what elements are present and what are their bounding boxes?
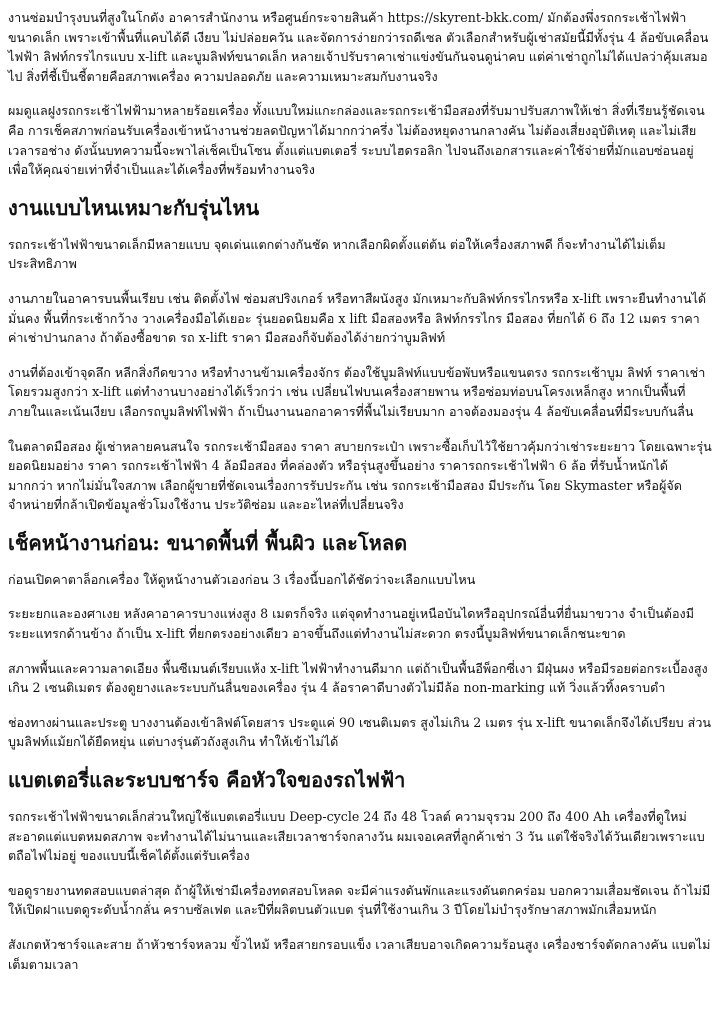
experience-paragraph: ผมดูแลฝูงรถกระเช้าไฟฟ้ามาหลายร้อยเครื่อง ทั้งแบบใหม่แกะกล่องและรถกระเช้ามือสองที่รับมาปรับสภาพให้เช่า สิ่งที่เรียนรู้ชัดเจนคือ การเช็คสภาพก่อนรับเครื่องเข้าหน้างานช่วยลดปัญหาได้มากกว่าครึ่ง ไม่ต้องหยุดงานกลางคัน ไม่ต้องเสี่ยงอุบัติเหตุ และไม่เสียเวลารอช่าง ดังนั้นบทความนี้จะพาไล่เช็คเป็นโซน ตั้งแต่แบตเตอรี่ ระบบไฮดรอลิก ไปจนถึงเอกสารและค่าใช้จ่ายที่มักแอบซ่อนอยู่ เพื่อให้คุณจ่ายเท่าที่จำเป็นและได้เครื่องที่พร้อมทำงานจริง (8, 103, 705, 178)
door-access-paragraph: ช่องทางผ่านและประตู บางงานต้องเข้าลิฟต์โดยสาร ประตูแค่ 90 เซนติเมตร สูงไม่เกิน 2 เมตร รุ่น x-lift ขนาดเล็กจึงได้เปรียบ ส่วนบูมลิฟท์แม้ยกได้ยืดหยุ่น แต่บางรุ่นตัวถังสูงเกิน ทำให้เข้าไม่ได้ (8, 714, 712, 750)
battery-intro-paragraph: รถกระเช้าไฟฟ้าขนาดเล็กส่วนใหญ่ใช้แบตเตอรี่แบบ Deep-cycle 24 ถึง 48 โวลต์ ความจุรวม 200 ถึง 400 Ah เครื่องที่ดูใหม่สะอาดแต่แบตหมดสภาพ จะทำงานได้ไม่นานและเสียเวลาชาร์จกลางวัน ผมเจอเคสที่ลูกค้าเช่า 3 วัน แต่ใช้จริงได้วันเดียวเพราะแบตถือไฟไม่อยู่ ของแบบนี้เช็คได้ตั้งแต่รับเครื่อง (8, 809, 705, 864)
floor-surface-paragraph: สภาพพื้นและความลาดเอียง พื้นซีเมนต์เรียบแห้ง x-lift ไฟฟ้าทำงานดีมาก แต่ถ้าเป็นพื้นอีพ็อกซี่เงา มีฝุ่นผง หรือมีรอยต่อกระเบื้องสูงเกิน 2 เซนติเมตร ต้องดูยางและระบบกันลื่นของเครื่อง รุ่น 4 ล้อราคาดีบางตัวไม่มีล้อ non-marking แท้ วิ่งแล้วทิ้งคราบดำ (8, 660, 708, 696)
model-types-paragraph: รถกระเช้าไฟฟ้าขนาดเล็กมีหลายแบบ จุดเด่นแตกต่างกันชัด หากเลือกผิดตั้งแต่ต้น ต่อให้เครื่องสภาพดี ก็จะทำงานได้ไม่เต็มประสิทธิภาพ (8, 236, 666, 272)
boom-lift-paragraph: งานที่ต้องเข้าจุดลึก หลีกสิ่งกีดขวาง หรือทำงานข้ามเครื่องจักร ต้องใช้บูมลิฟท์แบบข้อพับหรือแขนตรง รถกระเช้าบูม ลิฟท์ ราคาเช่าโดยรวมสูงกว่า x-lift แต่ทำงานบางอย่างได้เร็วกว่า เช่น เปลี่ยนไฟบนเครื่องสายพาน หรือซ่อมท่อบนโครงเหล็กสูง หากเป็นพื้นที่ภายในและเน้นเงียบ เลือกรถบูมลิฟท์ไฟฟ้า ถ้าเป็นงานนอกอาคารที่พื้นไม่เรียบมาก อาจต้องมองรุ่น 4 ล้อขับเคลื่อนที่มีระบบกันลื่น (8, 364, 706, 419)
heading-site-check: เช็คหน้างานก่อน: ขนาดพื้นที่ พื้นผิว และโหลด (8, 530, 408, 555)
site-check-intro-paragraph: ก่อนเปิดคาตาล็อกเครื่อง ให้ดูหน้างานตัวเองก่อน 3 เรื่องนี้บอกได้ชัดว่าจะเลือกแบบไหน (8, 571, 476, 587)
used-market-paragraph: ในตลาดมือสอง ผู้เช่าหลายคนสนใจ รถกระเช้ามือสอง ราคา สบายกระเป๋า เพราะซื้อเก็บไว้ใช้ยาวคุ้มกว่าเช่าระยะยาว โดยเฉพาะรุ่นยอดนิยมอย่าง ราคา รถกระเช้าไฟฟ้า 4 ล้อมือสอง ที่คล่องตัว หรือรุ่นสูงขึ้นอย่าง ราคารถกระเช้าไฟฟ้า 6 ล้อ ที่รับน้ำหนักได้มากกว่า หากไม่มั่นใจสภาพ เลือกผู้ขายที่ชัดเจนเรื่องการรับประกัน เช่น รถกระเช้ามือสอง มีประกัน โดย Skymaster หรือผู้จัดจำหน่ายที่กล้าเปิดข้อมูลชั่วโมงใช้งาน ประวัติซ่อม และอะไหล่ที่เปลี่ยนจริง (8, 438, 712, 513)
heading-model-fit: งานแบบไหนเหมาะกับรุ่นไหน (8, 195, 260, 220)
intro-paragraph: งานซ่อมบำรุงบนที่สูงในโกดัง อาคารสำนักงาน หรือศูนย์กระจายสินค้า https://skyrent-bkk.com/ มักต้องพึ่งรถกระเช้าไฟฟ้าขนาดเล็ก เพราะเข้าพื้นที่แคบได้ดี เงียบ ไม่ปล่อยควัน และจัดการง่ายกว่ารถดีเซล ตัวเลือกสำหรับผู้เช่าสมัยนี้มีทั้งรุ่น 4 ล้อขับเคลื่อนไฟฟ้า ลิฟท์กรรไกรแบบ x-lift และบูมลิฟท์ขนาดเล็ก หลายเจ้าปรับราคาเช่าแข่งขันกันจนดูน่าคบ แต่ค่าเช่าถูกไม่ได้แปลว่าคุ้มเสมอไป สิ่งที่ชี้เป็นชี้ตายคือสภาพเครื่อง ความปลอดภัย และความเหมาะสมกับงานจริง (8, 10, 709, 84)
charger-paragraph: สังเกตหัวชาร์จและสาย ถ้าหัวชาร์จหลวม ขั้วไหม้ หรือสายกรอบแข็ง เวลาเสียบอาจเกิดความร้อนสูง เครื่องชาร์จตัดกลางคัน แบตไม่เต็มตามเวลา (8, 937, 711, 972)
heading-battery: แบตเตอรี่และระบบชาร์จ คือหัวใจของรถไฟฟ้า (8, 768, 406, 793)
indoor-work-paragraph: งานภายในอาคารบนพื้นเรียบ เช่น ติดตั้งไฟ ซ่อมสปริงเกอร์ หรือทาสีผนังสูง มักเหมาะกับลิฟท์กรรไกรหรือ x-lift เพราะยืนทำงานได้มั่นคง พื้นที่กระเช้ากว้าง วางเครื่องมือได้เยอะ รุ่นยอดนิยมคือ x lift มือสองหรือ ลิฟท์กรรไกร มือสอง ที่ยกได้ 6 ถึง 12 เมตร ราคาค่าเช่าปานกลาง ถ้าต้องซื้อขาด รถ x-lift ราคา มือสองก็จับต้องได้ง่ายกว่าบูมลิฟท์ (8, 290, 707, 346)
battery-test-paragraph: ขอดูรายงานทดสอบแบตล่าสุด ถ้าผู้ให้เช่ามีเครื่องทดสอบโหลด จะมีค่าแรงดันพักและแรงดันตกคร่อม บอกความเสื่อมชัดเจน ถ้าไม่มี ให้เปิดฝาแบตดูระดับน้ำกลั่น คราบซัลเฟต และปีที่ผลิตบนตัวแบต รุ่นที่ใช้งานเกิน 3 ปีโดยไม่บำรุงรักษาสภาพมักเสื่อมหนัก (8, 882, 711, 918)
lift-height-paragraph: ระยะยกและองศาเงย หลังคาอาคารบางแห่งสูง 8 เมตรก็จริง แต่จุดทำงานอยู่เหนือบันไดหรืออุปกรณ์อื่นที่ยื่นมาขวาง จำเป็นต้องมีระยะแทรกด้านข้าง ถ้าเป็น x-lift ที่ยกตรงอย่างเดียว อาจขึ้นถึงแต่ทำงานไม่สะดวก ตรงนี้บูมลิฟท์ขนาดเล็กชนะขาด (8, 606, 695, 642)
